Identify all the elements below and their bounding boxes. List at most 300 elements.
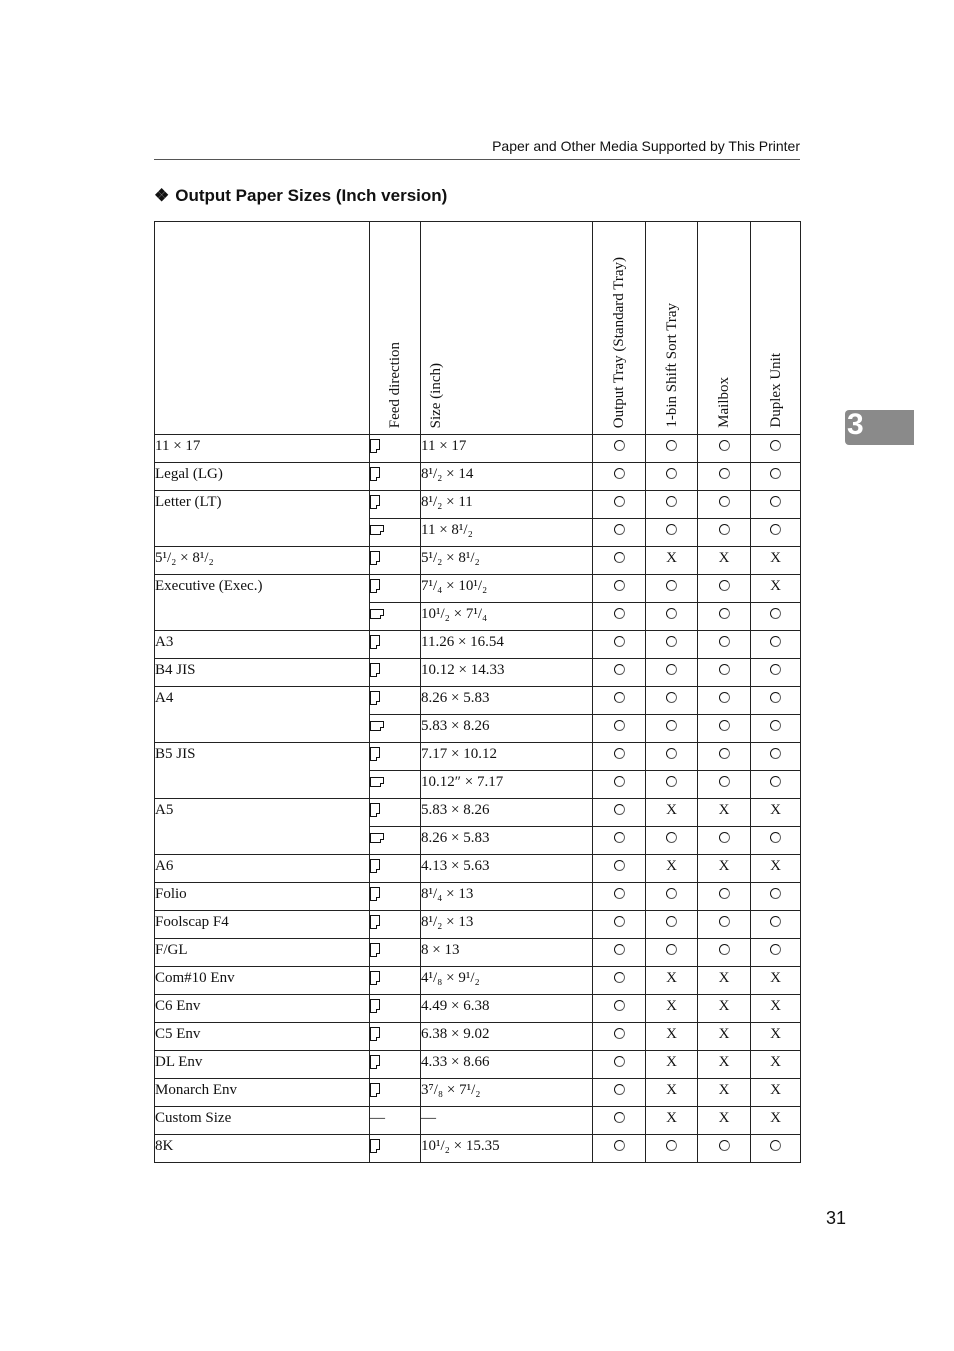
circle-icon [614, 1056, 625, 1067]
supported-mark [751, 435, 801, 463]
feed-direction-cell [370, 883, 421, 911]
circle-icon [614, 524, 625, 535]
circle-icon [770, 524, 781, 535]
supported-mark [698, 911, 751, 939]
supported-mark [698, 715, 751, 743]
supported-mark [646, 631, 698, 659]
paper-type-cell: A4 [155, 687, 370, 743]
unsupported-mark: X [751, 995, 801, 1023]
section-bullet-icon: ❖ [154, 186, 170, 205]
supported-mark [593, 939, 646, 967]
portrait-feed-icon [370, 495, 380, 509]
feed-direction-cell [370, 631, 421, 659]
size-cell: 6.38 × 9.02 [421, 1023, 593, 1051]
circle-icon [614, 972, 625, 983]
feed-direction-cell [370, 463, 421, 491]
supported-mark [646, 463, 698, 491]
supported-mark [698, 631, 751, 659]
circle-icon [666, 1140, 677, 1151]
header-paper-type [155, 222, 370, 435]
supported-mark [646, 827, 698, 855]
portrait-feed-icon [370, 971, 380, 985]
unsupported-mark: X [646, 967, 698, 995]
supported-mark [751, 883, 801, 911]
circle-icon [719, 720, 730, 731]
portrait-feed-icon [370, 1027, 380, 1041]
circle-icon [666, 636, 677, 647]
circle-icon [719, 1140, 730, 1151]
circle-icon [666, 832, 677, 843]
circle-icon [719, 468, 730, 479]
table-row [155, 883, 801, 911]
unsupported-mark: X [698, 1079, 751, 1107]
size-cell: 8¹/₂ × 13 [421, 911, 593, 939]
feed-direction-cell [370, 939, 421, 967]
size-cell: 7¹/₄ × 10¹/₂ [421, 575, 593, 603]
table-row [155, 995, 801, 1023]
size-cell: 8.26 × 5.83 [421, 827, 593, 855]
feed-direction-cell [370, 743, 421, 771]
supported-mark [593, 1079, 646, 1107]
circle-icon [719, 832, 730, 843]
landscape-feed-icon [370, 721, 384, 731]
size-cell: 10.12″ × 7.17 [421, 771, 593, 799]
feed-direction-cell [370, 1051, 421, 1079]
size-cell: 3⁷/₈ × 7¹/₂ [421, 1079, 593, 1107]
unsupported-mark: X [751, 1023, 801, 1051]
supported-mark [593, 547, 646, 575]
supported-mark [646, 603, 698, 631]
unsupported-mark: X [751, 575, 801, 603]
output-paper-sizes-table [154, 221, 801, 1163]
supported-mark [593, 1107, 646, 1135]
header-shift-sort-tray: 1-bin Shift Sort Tray [646, 222, 698, 435]
supported-mark [593, 883, 646, 911]
supported-mark [646, 911, 698, 939]
supported-mark [698, 519, 751, 547]
supported-mark [646, 883, 698, 911]
feed-direction-cell [370, 547, 421, 575]
circle-icon [614, 552, 625, 563]
feed-direction-cell [370, 799, 421, 827]
supported-mark [698, 883, 751, 911]
supported-mark [751, 743, 801, 771]
circle-icon [666, 664, 677, 675]
paper-type-cell: Legal (LG) [155, 463, 370, 491]
portrait-feed-icon [370, 803, 380, 817]
circle-icon [719, 888, 730, 899]
paper-type-cell: Com#10 Env [155, 967, 370, 995]
size-cell: 10.12 × 14.33 [421, 659, 593, 687]
supported-mark [593, 687, 646, 715]
circle-icon [614, 1000, 625, 1011]
table-row [155, 575, 801, 603]
circle-icon [666, 888, 677, 899]
supported-mark [751, 491, 801, 519]
supported-mark [646, 1135, 698, 1163]
supported-mark [593, 771, 646, 799]
circle-icon [719, 524, 730, 535]
table-row [155, 967, 801, 995]
supported-mark [593, 715, 646, 743]
supported-mark [751, 1135, 801, 1163]
circle-icon [614, 692, 625, 703]
circle-icon [719, 664, 730, 675]
supported-mark [698, 575, 751, 603]
circle-icon [666, 720, 677, 731]
supported-mark [698, 435, 751, 463]
supported-mark [593, 1023, 646, 1051]
unsupported-mark: X [646, 1051, 698, 1079]
supported-mark [593, 967, 646, 995]
paper-type-cell: 11 × 17 [155, 435, 370, 463]
feed-direction-cell [370, 435, 421, 463]
supported-mark [646, 771, 698, 799]
circle-icon [770, 776, 781, 787]
circle-icon [770, 832, 781, 843]
feed-direction-cell [370, 855, 421, 883]
supported-mark [593, 491, 646, 519]
feed-direction-cell [370, 1135, 421, 1163]
circle-icon [614, 804, 625, 815]
size-cell: 5¹/₂ × 8¹/₂ [421, 547, 593, 575]
unsupported-mark: X [698, 1051, 751, 1079]
supported-mark [751, 687, 801, 715]
circle-icon [666, 440, 677, 451]
size-cell: 11.26 × 16.54 [421, 631, 593, 659]
circle-icon [614, 1028, 625, 1039]
table-row [155, 1079, 801, 1107]
unsupported-mark: X [698, 1023, 751, 1051]
table-row [155, 743, 801, 771]
supported-mark [751, 603, 801, 631]
supported-mark [751, 715, 801, 743]
circle-icon [666, 580, 677, 591]
feed-direction-cell [370, 519, 421, 547]
unsupported-mark: X [698, 995, 751, 1023]
circle-icon [666, 524, 677, 535]
supported-mark [698, 491, 751, 519]
table-row [155, 799, 801, 827]
paper-type-cell: F/GL [155, 939, 370, 967]
supported-mark [698, 603, 751, 631]
circle-icon [614, 1140, 625, 1151]
unsupported-mark: X [698, 855, 751, 883]
table-row [155, 1107, 801, 1135]
supported-mark [751, 771, 801, 799]
circle-icon [770, 944, 781, 955]
size-cell: 8¹/₂ × 14 [421, 463, 593, 491]
running-header: Paper and Other Media Supported by This Printer [492, 138, 800, 154]
supported-mark [593, 995, 646, 1023]
portrait-feed-icon [370, 1055, 380, 1069]
supported-mark [593, 827, 646, 855]
unsupported-mark: X [698, 967, 751, 995]
supported-mark [593, 435, 646, 463]
table-row [155, 435, 801, 463]
supported-mark [646, 687, 698, 715]
supported-mark [646, 715, 698, 743]
supported-mark [698, 659, 751, 687]
portrait-feed-icon [370, 551, 380, 565]
supported-mark [646, 435, 698, 463]
supported-mark [646, 519, 698, 547]
circle-icon [666, 776, 677, 787]
size-cell: 4.33 × 8.66 [421, 1051, 593, 1079]
supported-mark [751, 519, 801, 547]
supported-mark [698, 939, 751, 967]
circle-icon [770, 440, 781, 451]
supported-mark [646, 939, 698, 967]
supported-mark [698, 771, 751, 799]
unsupported-mark: X [698, 799, 751, 827]
unsupported-mark: X [751, 1079, 801, 1107]
portrait-feed-icon [370, 663, 380, 677]
table-row [155, 1135, 801, 1163]
unsupported-mark: X [751, 855, 801, 883]
table-body [155, 435, 801, 1163]
size-cell: 11 × 17 [421, 435, 593, 463]
circle-icon [770, 888, 781, 899]
paper-type-cell: Folio [155, 883, 370, 911]
circle-icon [614, 636, 625, 647]
circle-icon [614, 496, 625, 507]
unsupported-mark: X [646, 799, 698, 827]
table-row [155, 463, 801, 491]
size-cell: 4.49 × 6.38 [421, 995, 593, 1023]
supported-mark [593, 603, 646, 631]
circle-icon [614, 580, 625, 591]
circle-icon [666, 468, 677, 479]
landscape-feed-icon [370, 777, 384, 787]
portrait-feed-icon [370, 943, 380, 957]
circle-icon [719, 748, 730, 759]
feed-direction-cell [370, 491, 421, 519]
circle-icon [770, 468, 781, 479]
size-cell: 10¹/₂ × 15.35 [421, 1135, 593, 1163]
landscape-feed-icon [370, 525, 384, 535]
landscape-feed-icon [370, 833, 384, 843]
supported-mark [751, 827, 801, 855]
portrait-feed-icon [370, 691, 380, 705]
circle-icon [770, 748, 781, 759]
supported-mark [646, 659, 698, 687]
circle-icon [770, 916, 781, 927]
landscape-feed-icon [370, 609, 384, 619]
circle-icon [614, 440, 625, 451]
table-row [155, 1023, 801, 1051]
circle-icon [666, 608, 677, 619]
circle-icon [770, 496, 781, 507]
section-title [154, 186, 447, 206]
page-number: 31 [825, 1208, 846, 1228]
feed-direction-cell [370, 1079, 421, 1107]
supported-mark [593, 855, 646, 883]
size-cell: 8¹/₄ × 13 [421, 883, 593, 911]
circle-icon [719, 776, 730, 787]
supported-mark [593, 575, 646, 603]
circle-icon [770, 1140, 781, 1151]
portrait-feed-icon [370, 859, 380, 873]
circle-icon [666, 496, 677, 507]
table-row [155, 855, 801, 883]
header-output-tray: Output Tray (Standard Tray) [593, 222, 646, 435]
supported-mark [646, 575, 698, 603]
supported-mark [698, 463, 751, 491]
supported-mark [751, 911, 801, 939]
feed-direction-cell [370, 827, 421, 855]
circle-icon [719, 496, 730, 507]
supported-mark [593, 911, 646, 939]
size-cell: 8¹/₂ × 11 [421, 491, 593, 519]
paper-type-cell: B5 JIS [155, 743, 370, 799]
size-cell: — [421, 1107, 593, 1135]
circle-icon [614, 748, 625, 759]
circle-icon [614, 664, 625, 675]
portrait-feed-icon [370, 1083, 380, 1097]
table-row [155, 659, 801, 687]
header-size-inch: Size (inch) [421, 222, 593, 435]
header-rule [154, 159, 800, 160]
size-cell: 4.13 × 5.63 [421, 855, 593, 883]
circle-icon [614, 608, 625, 619]
circle-icon [614, 776, 625, 787]
size-cell: 5.83 × 8.26 [421, 715, 593, 743]
chapter-number: 3 [847, 408, 864, 441]
feed-direction-cell [370, 603, 421, 631]
circle-icon [614, 916, 625, 927]
size-cell: 11 × 8¹/₂ [421, 519, 593, 547]
circle-icon [719, 608, 730, 619]
supported-mark [751, 939, 801, 967]
unsupported-mark: X [751, 799, 801, 827]
portrait-feed-icon [370, 915, 380, 929]
supported-mark [751, 463, 801, 491]
supported-mark [698, 827, 751, 855]
feed-direction-cell: — [370, 1107, 421, 1135]
circle-icon [614, 1112, 625, 1123]
circle-icon [614, 1084, 625, 1095]
table-row [155, 491, 801, 519]
portrait-feed-icon [370, 439, 380, 453]
feed-direction-cell [370, 911, 421, 939]
size-cell: 10¹/₂ × 7¹/₄ [421, 603, 593, 631]
supported-mark [646, 491, 698, 519]
circle-icon [719, 580, 730, 591]
circle-icon [719, 692, 730, 703]
unsupported-mark: X [698, 1107, 751, 1135]
size-cell: 4¹/₈ × 9¹/₂ [421, 967, 593, 995]
unsupported-mark: X [646, 1079, 698, 1107]
table-row [155, 939, 801, 967]
circle-icon [614, 720, 625, 731]
table-row [155, 911, 801, 939]
portrait-feed-icon [370, 747, 380, 761]
chapter-tab [845, 410, 914, 445]
paper-type-cell: A6 [155, 855, 370, 883]
unsupported-mark: X [751, 547, 801, 575]
table-row [155, 687, 801, 715]
circle-icon [614, 944, 625, 955]
table-row [155, 1051, 801, 1079]
portrait-feed-icon [370, 887, 380, 901]
circle-icon [614, 468, 625, 479]
unsupported-mark: X [646, 547, 698, 575]
circle-icon [770, 636, 781, 647]
supported-mark [646, 743, 698, 771]
table-row [155, 547, 801, 575]
circle-icon [666, 748, 677, 759]
paper-type-cell: C5 Env [155, 1023, 370, 1051]
portrait-feed-icon [370, 635, 380, 649]
supported-mark [593, 799, 646, 827]
supported-mark [751, 631, 801, 659]
paper-type-cell: Foolscap F4 [155, 911, 370, 939]
supported-mark [593, 463, 646, 491]
circle-icon [770, 608, 781, 619]
circle-icon [719, 916, 730, 927]
paper-type-cell: DL Env [155, 1051, 370, 1079]
feed-direction-cell [370, 659, 421, 687]
circle-icon [614, 832, 625, 843]
paper-type-cell: A5 [155, 799, 370, 855]
circle-icon [614, 888, 625, 899]
feed-direction-cell [370, 575, 421, 603]
paper-type-cell: B4 JIS [155, 659, 370, 687]
unsupported-mark: X [646, 855, 698, 883]
circle-icon [666, 692, 677, 703]
supported-mark [593, 519, 646, 547]
header-duplex-unit: Duplex Unit [751, 222, 801, 435]
unsupported-mark: X [646, 1023, 698, 1051]
circle-icon [719, 440, 730, 451]
feed-direction-cell [370, 771, 421, 799]
paper-type-cell: 8K [155, 1135, 370, 1163]
unsupported-mark: X [751, 967, 801, 995]
section-title-text: Output Paper Sizes (Inch version) [175, 186, 448, 205]
feed-direction-cell [370, 1023, 421, 1051]
portrait-feed-icon [370, 467, 380, 481]
circle-icon [614, 860, 625, 871]
supported-mark [593, 743, 646, 771]
circle-icon [770, 720, 781, 731]
table-header-row [155, 222, 801, 435]
header-mailbox: Mailbox [698, 222, 751, 435]
circle-icon [770, 692, 781, 703]
unsupported-mark: X [698, 547, 751, 575]
paper-type-cell: Executive (Exec.) [155, 575, 370, 631]
circle-icon [666, 944, 677, 955]
supported-mark [593, 1051, 646, 1079]
size-cell: 7.17 × 10.12 [421, 743, 593, 771]
feed-direction-cell [370, 995, 421, 1023]
circle-icon [719, 944, 730, 955]
portrait-feed-icon [370, 999, 380, 1013]
feed-direction-cell [370, 967, 421, 995]
feed-direction-cell [370, 687, 421, 715]
paper-type-cell: Letter (LT) [155, 491, 370, 547]
paper-type-cell: Monarch Env [155, 1079, 370, 1107]
table-row [155, 631, 801, 659]
circle-icon [719, 636, 730, 647]
supported-mark [698, 743, 751, 771]
unsupported-mark: X [646, 1107, 698, 1135]
supported-mark [593, 1135, 646, 1163]
circle-icon [770, 664, 781, 675]
size-cell: 5.83 × 8.26 [421, 799, 593, 827]
size-cell: 8.26 × 5.83 [421, 687, 593, 715]
supported-mark [698, 1135, 751, 1163]
